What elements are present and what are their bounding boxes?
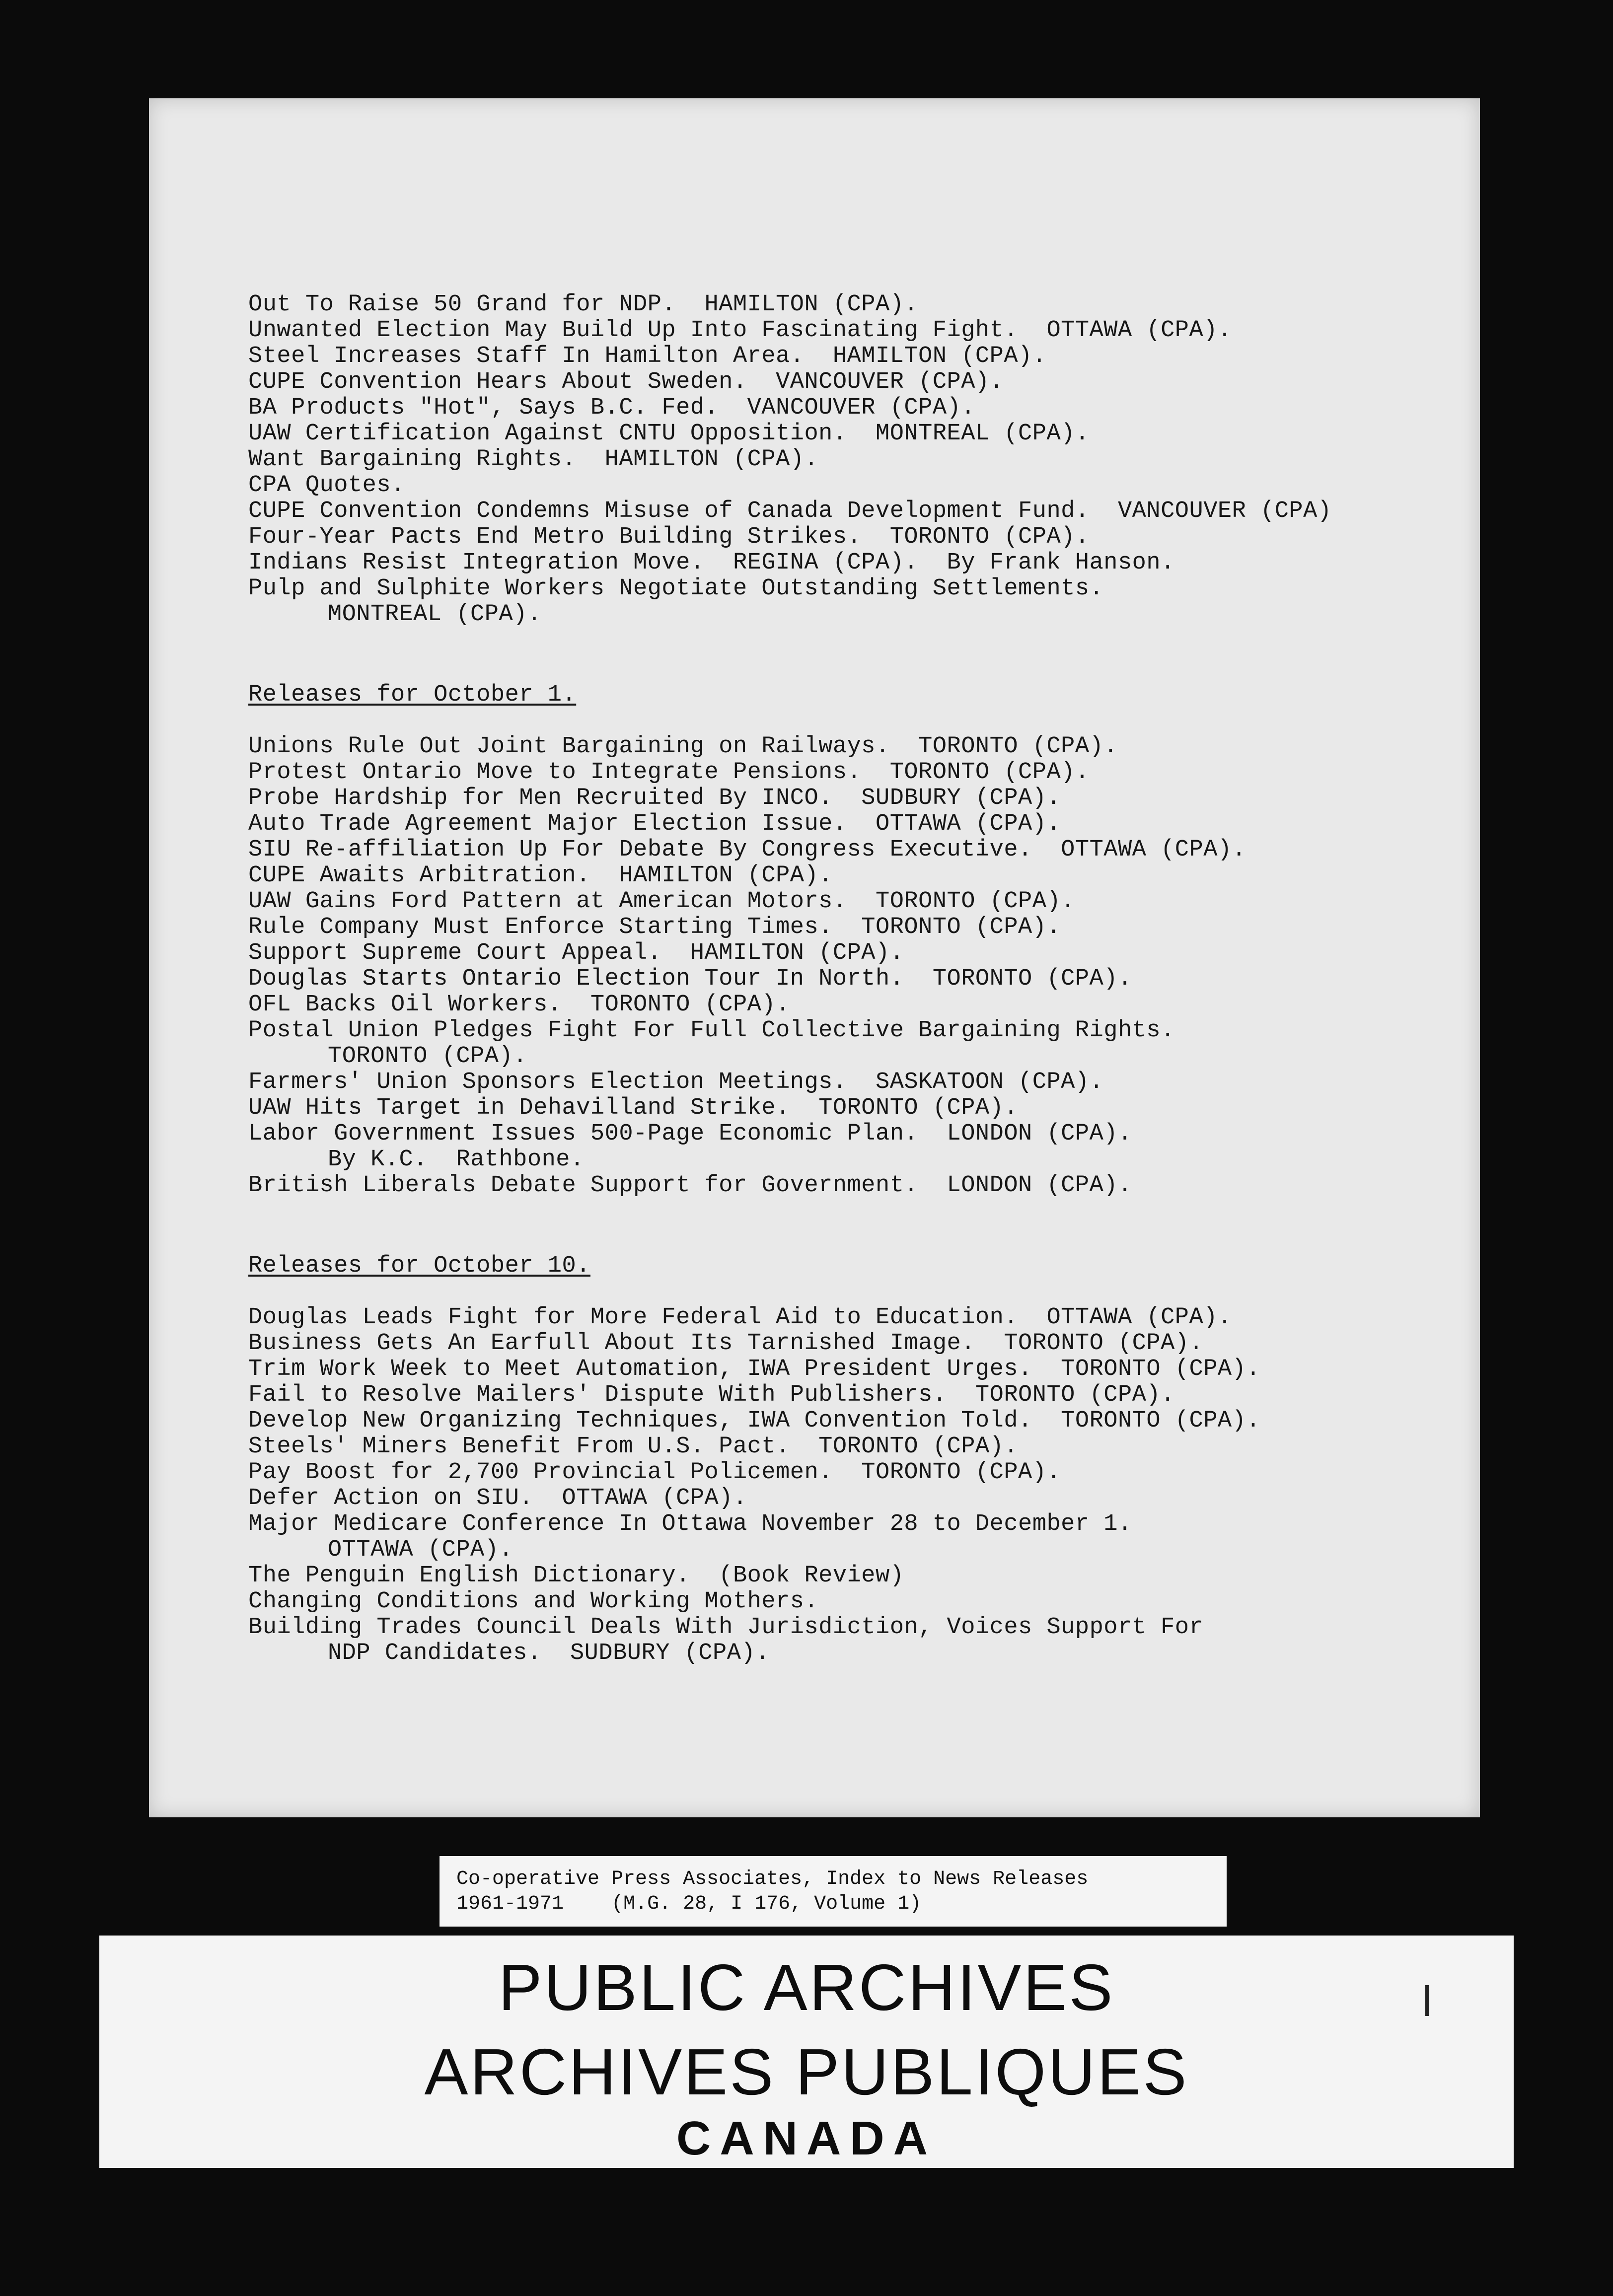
caption-years: 1961-1971 bbox=[456, 1893, 564, 1915]
release-line: SIU Re-affiliation Up For Debate By Congress Executive. OTTAWA (CPA). bbox=[248, 837, 1246, 863]
release-line: Changing Conditions and Working Mothers. bbox=[248, 1588, 819, 1615]
caption-reference-number: (M.G. 28, I 176, Volume 1) bbox=[611, 1893, 922, 1915]
release-line: British Liberals Debate Support for Government. LONDON (CPA). bbox=[248, 1172, 1132, 1199]
section-heading-october-1: Releases for October 1. bbox=[248, 682, 577, 708]
release-line: Major Medicare Conference In Ottawa November 28 to December 1. bbox=[248, 1511, 1132, 1537]
release-line: Fail to Resolve Mailers' Dispute With Publishers. TORONTO (CPA). bbox=[248, 1382, 1175, 1408]
release-line: Steels' Miners Benefit From U.S. Pact. TORONTO (CPA). bbox=[248, 1434, 1019, 1460]
release-line: Farmers' Union Sponsors Election Meetings. SASKATOON (CPA). bbox=[248, 1069, 1104, 1095]
release-line: Out To Raise 50 Grand for NDP. HAMILTON (CPA). bbox=[248, 291, 919, 318]
release-line: Develop New Organizing Techniques, IWA Convention Told. TORONTO (CPA). bbox=[248, 1408, 1261, 1434]
release-line: Unwanted Election May Build Up Into Fascinating Fight. OTTAWA (CPA). bbox=[248, 317, 1232, 344]
release-line: Unions Rule Out Joint Bargaining on Railways. TORONTO (CPA). bbox=[248, 733, 1118, 760]
release-line: Postal Union Pledges Fight For Full Collective Bargaining Rights. bbox=[248, 1017, 1175, 1044]
release-line: OFL Backs Oil Workers. TORONTO (CPA). bbox=[248, 992, 790, 1018]
release-line: CPA Quotes. bbox=[248, 472, 405, 499]
film-tick-mark bbox=[1425, 1985, 1429, 2016]
release-line: Protest Ontario Move to Integrate Pensions. TORONTO (CPA). bbox=[248, 759, 1090, 786]
release-line: Building Trades Council Deals With Jurisdiction, Voices Support For bbox=[248, 1614, 1204, 1641]
release-line-continuation: NDP Candidates. SUDBURY (CPA). bbox=[328, 1640, 770, 1666]
release-line: Pay Boost for 2,700 Provincial Policemen. TORONTO (CPA). bbox=[248, 1459, 1061, 1486]
archival-caption-label bbox=[440, 1856, 1227, 1927]
release-line: CUPE Awaits Arbitration. HAMILTON (CPA). bbox=[248, 862, 833, 889]
document-page bbox=[149, 98, 1480, 1817]
release-line: Pulp and Sulphite Workers Negotiate Outstanding Settlements. bbox=[248, 575, 1104, 602]
release-line: Trim Work Week to Meet Automation, IWA President Urges. TORONTO (CPA). bbox=[248, 1356, 1261, 1382]
release-line: Defer Action on SIU. OTTAWA (CPA). bbox=[248, 1485, 747, 1511]
release-line: CUPE Convention Condemns Misuse of Canada Development Fund. VANCOUVER (CPA) bbox=[248, 498, 1332, 524]
release-line: UAW Gains Ford Pattern at American Motors. TORONTO (CPA). bbox=[248, 888, 1075, 915]
caption-line-reference bbox=[456, 1892, 1210, 1917]
document-body bbox=[248, 292, 1475, 1666]
release-line-continuation: TORONTO (CPA). bbox=[328, 1043, 527, 1070]
section-heading-october-10: Releases for October 10. bbox=[248, 1253, 590, 1279]
release-line: Douglas Starts Ontario Election Tour In North. TORONTO (CPA). bbox=[248, 966, 1132, 992]
release-list-continued bbox=[248, 292, 1475, 628]
release-line: UAW Certification Against CNTU Opposition. MONTREAL (CPA). bbox=[248, 421, 1090, 447]
archives-stamp-card bbox=[99, 1936, 1514, 2168]
release-line: CUPE Convention Hears About Sweden. VANCOUVER (CPA). bbox=[248, 369, 1004, 395]
archives-country: CANADA bbox=[676, 2112, 937, 2165]
release-list-october-10 bbox=[248, 1305, 1475, 1666]
release-line: UAW Hits Target in Dehavilland Strike. TORONTO (CPA). bbox=[248, 1095, 1019, 1121]
release-line: Labor Government Issues 500-Page Economic Plan. LONDON (CPA). bbox=[248, 1121, 1132, 1147]
release-line: Want Bargaining Rights. HAMILTON (CPA). bbox=[248, 446, 819, 473]
archives-title-french: ARCHIVES PUBLIQUES bbox=[424, 2035, 1189, 2108]
release-line: The Penguin English Dictionary. (Book Review) bbox=[248, 1563, 904, 1589]
archives-title-english: PUBLIC ARCHIVES bbox=[498, 1951, 1115, 2024]
release-line-continuation: By K.C. Rathbone. bbox=[328, 1147, 585, 1173]
release-line: BA Products "Hot", Says B.C. Fed. VANCOUVER (CPA). bbox=[248, 395, 975, 421]
release-line: Douglas Leads Fight for More Federal Aid to Education. OTTAWA (CPA). bbox=[248, 1304, 1232, 1331]
release-line: Business Gets An Earfull About Its Tarnished Image. TORONTO (CPA). bbox=[248, 1330, 1204, 1357]
release-line: Four-Year Pacts End Metro Building Strikes. TORONTO (CPA). bbox=[248, 524, 1090, 550]
release-line: Auto Trade Agreement Major Election Issue. OTTAWA (CPA). bbox=[248, 811, 1061, 837]
release-line: Support Supreme Court Appeal. HAMILTON (CPA). bbox=[248, 940, 904, 966]
caption-line-title: Co-operative Press Associates, Index to News Releases bbox=[456, 1868, 1089, 1890]
release-line: Steel Increases Staff In Hamilton Area. HAMILTON (CPA). bbox=[248, 343, 1047, 369]
release-line: Probe Hardship for Men Recruited By INCO. SUDBURY (CPA). bbox=[248, 785, 1061, 811]
release-line-continuation: MONTREAL (CPA). bbox=[328, 601, 542, 628]
release-list-october-1 bbox=[248, 734, 1475, 1199]
release-line: Rule Company Must Enforce Starting Times. TORONTO (CPA). bbox=[248, 914, 1061, 940]
release-line: Indians Resist Integration Move. REGINA (CPA). By Frank Hanson. bbox=[248, 550, 1175, 576]
release-line-continuation: OTTAWA (CPA). bbox=[328, 1537, 513, 1563]
